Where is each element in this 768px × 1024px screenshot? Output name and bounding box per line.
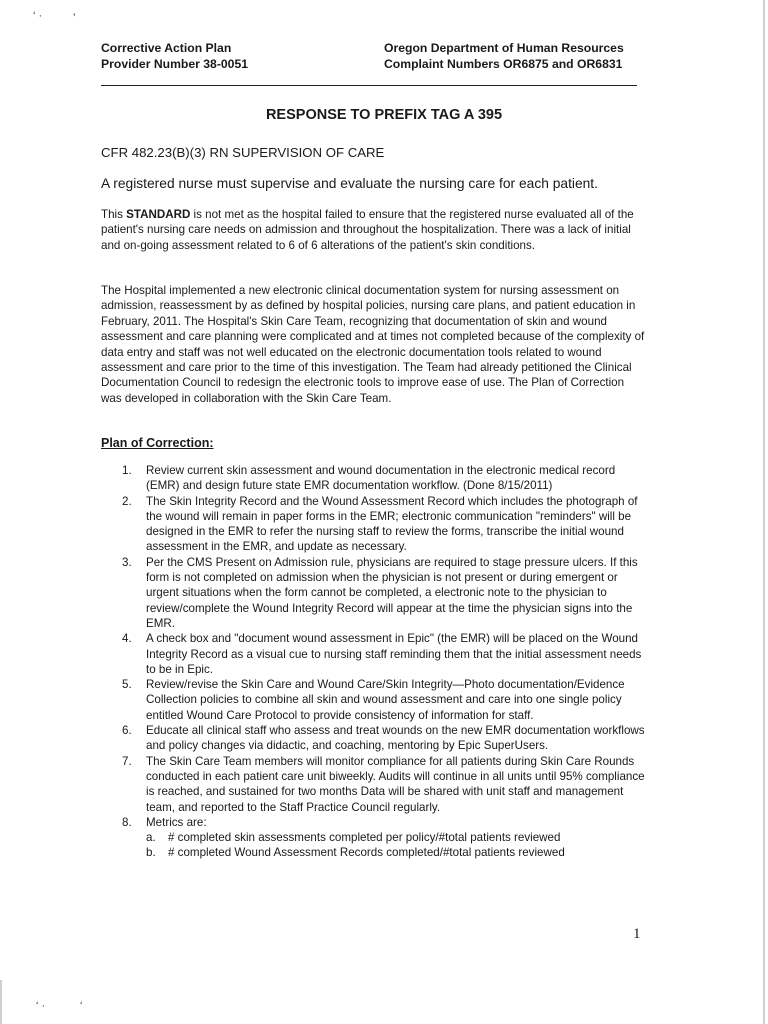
list-item [101,631,646,677]
scan-speck: ’ [73,12,76,24]
scan-speck: ‘ [80,1000,83,1012]
list-item [101,815,646,861]
item-number: 1. [122,464,132,477]
item-text: Review current skin assessment and wound documentation in the electronic medical record (EMR) and design future state EMR documentation workflow. (Done 8/15/2011) [146,464,616,493]
metric-letter: a. [146,831,156,845]
list-item [101,723,646,754]
scan-speck: ‘ · [36,1000,46,1012]
list-item [101,754,646,815]
page-title: RESPONSE TO PREFIX TAG A 395 [265,107,503,123]
cfr-reference: CFR 482.23(B)(3) RN SUPERVISION OF CARE [101,145,385,160]
department-name: Oregon Department of Human Resources [384,41,624,55]
scan-edge-line-left [0,980,2,1024]
item-text: Metrics are: [146,815,207,829]
metric-text: # completed Wound Assessment Records completed/#total patients reviewed [168,846,565,860]
metric-letter: b. [146,846,156,860]
scan-edge-line [763,0,765,1024]
item-number: 7. [122,754,132,768]
item-number: 2. [122,494,132,508]
header-left [101,40,248,72]
standard-keyword: STANDARD [126,208,191,221]
background-paragraph: The Hospital implemented a new electronic clinical documentation system for nursing assessment on admission, reassessment by as defined by hospital policies, nursing care plans, and patient education in February, 2011. The Hospital's Skin Care Team, recognizing that documentation of skin and wound assessment and care planning were complicated and at times not completed because of the complexity of data entry and staff was not well educated on the electronic documentation tools related to wound assessment and care prior to the time of this investigation. The Team had already petitioned the Clinical Documentation Council to redesign the electronic tools to improve ease of use. The Plan of Correction was developed in collaboration with the Skin Care Team. [101,284,645,405]
finding-text: is not met as the hospital failed to ensure that the registered nurse evaluated all of the patient's nursing care needs on admission and throughout the hospitalization. There was a lack of initial and on-going assessment related to 6 of 6 alterations of the patient's skin conditions. [101,208,634,252]
item-number: 3. [122,555,132,569]
metric-item [146,845,646,860]
item-text: Per the CMS Present on Admission rule, physicians are required to stage pressure ulcers. If this form is not completed on admission when the physician is not present or during emergent or urgent situations when the form cannot be completed, a electronic note to the physician to review/complete the Wound Integrity Record will appear at the time the physician signs into the EMR. [146,555,638,630]
item-number: 5. [122,678,132,692]
item-text: Review/revise the Skin Care and Wound Care/Skin Integrity—Photo documentation/Evidence Collection policies to combine all skin and wound assessment and care into one single policy entitled Wound Care Protocol to provide consistency of information for staff. [146,678,625,722]
list-item [101,677,646,723]
list-item [101,555,646,631]
item-text: A check box and "document wound assessment in Epic" (the EMR) will be placed on the Wound Integrity Record as a visual cue to nursing staff reminding them that the initial assessment needs to be in Epic. [146,632,642,676]
item-text: Educate all clinical staff who assess and treat wounds on the new EMR documentation workflows and policy changes via didactic, and coaching, mentoring by Epic SuperUsers. [146,724,645,753]
metrics-list [146,830,646,861]
requirement-statement: A registered nurse must supervise and evaluate the nursing care for each patient. [101,176,598,191]
finding-prefix: This [101,208,127,221]
list-item [101,463,646,494]
item-number: 6. [122,724,132,738]
header-divider [101,85,637,86]
page-number: 1 [633,926,641,942]
complaint-numbers: Complaint Numbers OR6875 and OR6831 [384,57,623,71]
plan-of-correction-heading: Plan of Correction: [101,436,214,450]
item-number: 4. [122,632,132,646]
provider-number: Provider Number 38-0051 [101,57,248,71]
plan-type: Corrective Action Plan [101,41,232,55]
list-item [101,494,646,555]
metric-item [146,830,646,845]
plan-items-list [101,463,646,861]
item-number: 8. [122,815,132,829]
header-right [384,40,624,72]
finding-paragraph [101,207,646,253]
metric-text: # completed skin assessments completed per policy/#total patients reviewed [168,831,561,845]
item-text: The Skin Integrity Record and the Wound Assessment Record which includes the photograph of the wound will remain in paper forms in the EMR; electronic communication "reminders" will be designed in the EMR to refer the nursing staff to review the forms, transcribe the initial wound assessment in the EMR, and update as necessary. [146,494,638,554]
item-text: The Skin Care Team members will monitor compliance for all patients during Skin Care Rounds conducted in each patient care unit biweekly. Audits will continue in all units until 95% compliance is reached, and sustained for two months Data will be shared with unit staff and management team, and reported to the Staff Practice Council regularly. [146,754,645,814]
scan-speck: ‘ · [33,10,43,22]
